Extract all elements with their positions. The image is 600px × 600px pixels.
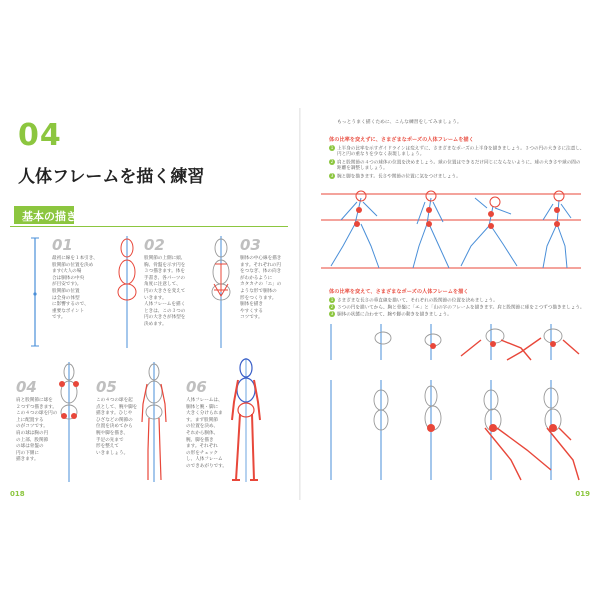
page-number-left: 018	[10, 490, 25, 498]
step-03-figure	[206, 234, 236, 352]
step-05-figure	[136, 360, 172, 486]
step-number: 02	[144, 236, 165, 254]
section-heading: 基本の描き方	[22, 210, 88, 223]
step-06-figure	[226, 356, 266, 486]
section-2-bullet: 3 胴体の状態に合わせて、腕や脚の動きを描きましょう。	[330, 311, 452, 318]
step-03-text: 胴体の中心線を描き ます。それぞれの円 をつなぎ、体の向き がわかるように カタカナの「エ」の ような形で胴体の 形をつくります。 胴体を描き やすくする コツです。	[240, 256, 282, 321]
book-gutter	[299, 108, 301, 500]
heading-rule	[10, 226, 288, 227]
step-06-text: 人体フレームは、 胴体と腕・脚に 大きく分けられま す。まず股関節 の位置を決め、 それから胴体、 腕、脚を描き ます。それぞれ の形をチェック し、人体フレーム のできあがりです。	[186, 398, 227, 469]
section-1-bullet: 円と円の重なりを少なく表現しましょう。	[337, 152, 425, 157]
step-01-figure	[28, 236, 42, 350]
chapter-title: 人体フレームを描く練習	[18, 167, 205, 187]
section-2-heading: 体の比率を変えて、さまざまなポーズの人体フレームを描く	[329, 289, 469, 295]
section-2-bullet: 2 ３つの円を描いてから、胸と骨盤に「エ」と「山の字のフレームを描きます。肩と股関節に球を２つずつ描きましょう。	[330, 304, 585, 311]
left-page	[0, 108, 299, 500]
pose-panel-varied-proportion	[321, 320, 581, 484]
intro-text: もっとうまく描くために、こんな練習をしてみましょう。	[337, 120, 462, 125]
right-page	[301, 108, 600, 500]
section-2-bullet: 1 さまざまな長さの垂直線を描いて、それぞれの股関節の位置を決めましょう。	[330, 297, 498, 304]
section-1-bullet: 距離を調整しましょう。	[337, 166, 388, 171]
section-1-bullet: 2 肩と股関節の４つの球体の位置を決めましょう。球の位置はできるだけ同じにならないように、球の大きさや球の間の	[330, 159, 581, 166]
step-02-figure	[112, 234, 142, 352]
step-number: 03	[240, 236, 261, 254]
section-1-bullet: 3 腕と脚を描きます。長さや関節の位置に気をつけましょう。	[330, 173, 461, 180]
step-number: 01	[52, 236, 73, 254]
step-04-figure	[54, 360, 84, 486]
section-1-bullet: 1 上半身の比率を示すガイドラインは変えずに、さまざまなポーズの上半身を描きましょう。３つの円の大きさに注意し、	[330, 145, 585, 152]
step-number: 05	[96, 378, 117, 396]
step-05-text: この４つの球を起 点として、腕や脚を 描きます。ひじや ひざなどの関節の 位置を決めてから 腕や脚を描き、 手足の先まで 形を整えて いきましょう。	[96, 398, 138, 456]
step-02-text: 股関節の上側に頭、 胸、骨盤を示す円を ３つ描きます。体を 手書き、各パーツの 角度に注意して、 円の大きさを変えて いきます。 人体フレームを描く ときは、この３つの 円の大きさが体型を 決めます。	[144, 256, 186, 327]
step-number: 04	[16, 378, 37, 396]
step-number: 06	[186, 378, 207, 396]
chapter-number: 04	[18, 118, 62, 153]
page-number-right: 019	[575, 490, 590, 498]
step-01-text: 最初に線を１本引き、 股関節の位置を決め ます(大人の場 合は胴体の中央 が目安です)。 股関節の位置 は全身の体型 に影響するので、 重要なポイント です。	[52, 256, 98, 321]
step-04-text: 肩と股関節に球を ２つずつ描きます。 この４つの球を円の 上に配置する のがコツです。 肩の球は胸の円 の上部、股関節 の球は骨盤の 円の下側に 描きます。	[16, 398, 58, 463]
section-1-heading: 体の比率を変えずに、さまざまなポーズの人体フレームを描く	[329, 137, 474, 143]
pose-panel-same-proportion	[321, 184, 581, 276]
